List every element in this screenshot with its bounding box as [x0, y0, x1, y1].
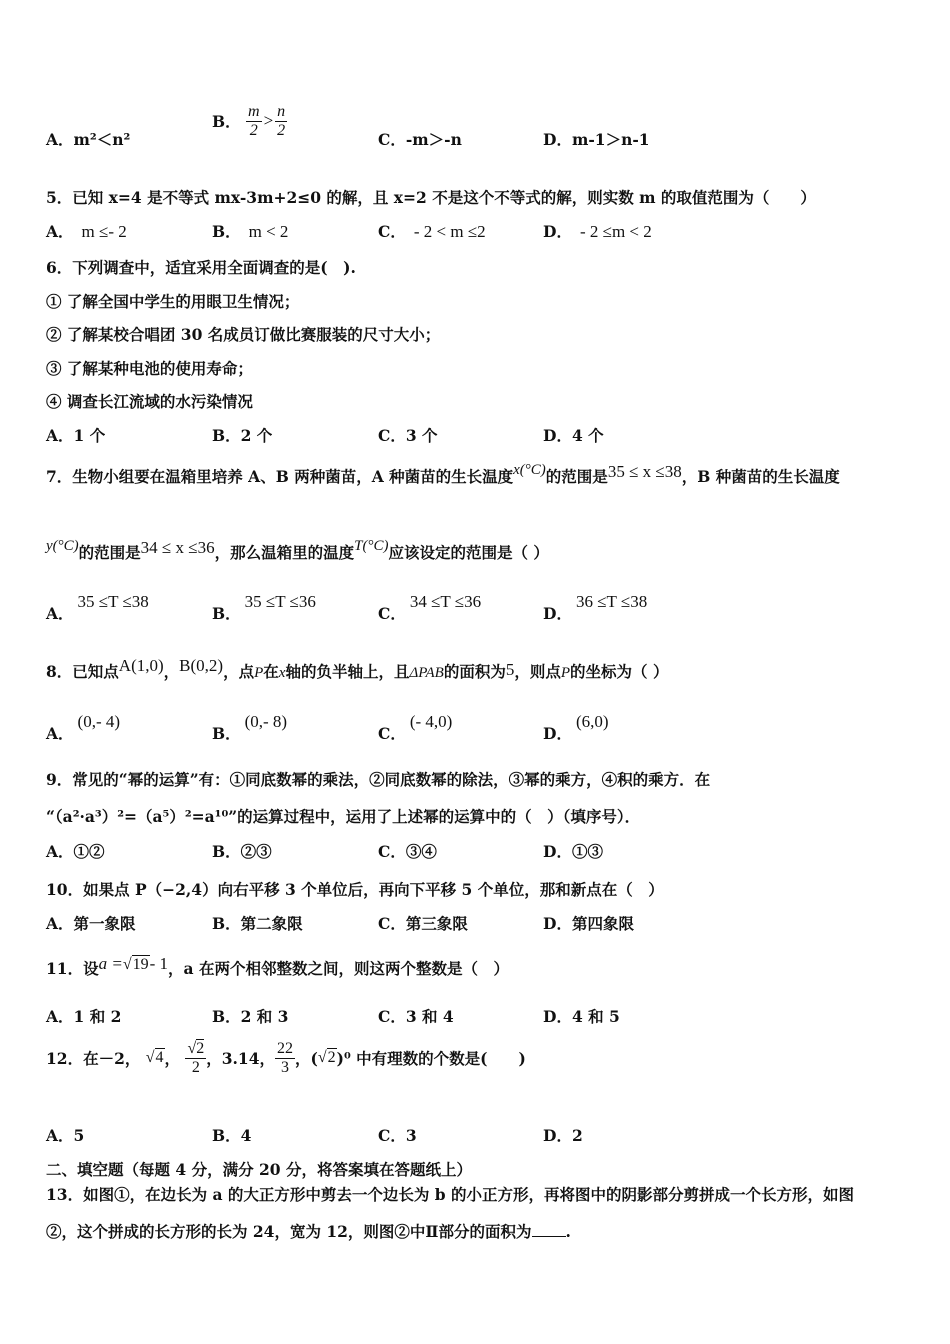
q7-range-b: 34 ≤ x ≤36 [140, 538, 215, 557]
q8-option-d: D．(6,0) [543, 712, 609, 743]
q6-item-4: ④ 调查长江流域的水污染情况 [46, 392, 253, 411]
q7-option-c: C．34 ≤T ≤36 [378, 592, 482, 623]
q9-option-c: C．③④ [378, 842, 437, 861]
q4-frac-n: $\frac{n}{2}$ [277, 103, 286, 139]
q13-line1: 13．如图①，在边长为 a 的大正方形中剪去一个边长为 b 的小正方形，再将图中的阴影部分剪拼成一个长方形，如图 [46, 1185, 855, 1204]
answer-blank[interactable] [532, 1224, 566, 1237]
q8-option-b: B．(0,- 8) [212, 712, 288, 743]
q12-frac-sqrt2-over-2: $\frac{√2}{2}$ [187, 1040, 205, 1076]
q4-option-c: C．-m＞-n [378, 130, 462, 149]
q7-option-a: A．35 ≤T ≤38 [46, 592, 149, 623]
q10-option-d: D．第四象限 [543, 914, 634, 933]
q4-option-d: D．m-1＞n-1 [543, 130, 650, 149]
q5-option-a: A． m ≤- 2 [46, 222, 127, 241]
q7-stem-line1: 7．生物小组要在温箱里培养 A、B 两种菌苗，A 种菌苗的生长温度x(°C)的范围是35 ≤ x ≤38，B 种菌苗的生长温度 [46, 462, 840, 486]
q8-stem: 8．已知点A(1,0)，B(0,2)，点P在x轴的负半轴上，且ΔPAB的面积为5，则点P的坐标为（ ） [46, 656, 669, 681]
q6-option-d: D．4 个 [543, 426, 604, 445]
q6-option-a: A．1 个 [46, 426, 106, 445]
q7-t-unit: T(°C) [354, 538, 389, 554]
q12-stem: 12．在－2， √4， $\frac{√2}{2}$ ，3.14， $\frac{22}{3}$ ，(√2)⁰ 中有理数的个数是( ) [46, 1040, 526, 1076]
q4-frac-m: $\frac{m}{2}$ [248, 103, 260, 139]
q9-option-a: A．①② [46, 842, 105, 861]
q4-option-a: A．m²＜n² [46, 130, 131, 149]
q9-line1: 9．常见的“幂的运算”有：①同底数幂的乘法，②同底数幂的除法，③幂的乘方，④积的乘方．在 [46, 770, 711, 789]
q9-option-b: B．②③ [212, 842, 272, 861]
q10-option-c: C．第三象限 [378, 914, 468, 933]
q5-option-d: D． - 2 ≤m < 2 [543, 222, 652, 241]
q10-option-b: B．第二象限 [212, 914, 303, 933]
q9-line2: “（a²·a³）²=（a⁵）²=a¹⁰”的运算过程中，运用了上述幂的运算中的（ ）（填序号）． [46, 807, 641, 826]
q9-option-d: D．①③ [543, 842, 603, 861]
q5-option-b: B． m < 2 [212, 222, 289, 241]
q10-option-a: A．第一象限 [46, 914, 136, 933]
q12-option-c: C．3 [378, 1126, 417, 1145]
q7-y-unit: y(°C) [46, 538, 79, 554]
q5-option-c: C． - 2 < m ≤2 [378, 222, 486, 241]
q8-option-a: A．(0,- 4) [46, 712, 121, 743]
q7-x-unit: x(°C) [513, 462, 546, 478]
q8-point-a: A(1,0) [118, 656, 164, 675]
q7-stem-line2: y(°C)的范围是34 ≤ x ≤36，那么温箱里的温度T(°C)应该设定的范围是（ ） [46, 538, 549, 562]
q10-stem: 10．如果点 P（−2,4）向右平移 3 个单位后，再向下平移 5 个单位，那和新点在（ ） [46, 880, 664, 899]
q5-stem: 5．已知 x=4 是不等式 mx-3m+2≤0 的解，且 x=2 不是这个不等式的解，则实数 m 的取值范围为（ ） [46, 188, 816, 207]
q7-range-a: 35 ≤ x ≤38 [607, 462, 682, 481]
q12-option-d: D．2 [543, 1126, 583, 1145]
q6-stem: 6．下列调查中，适宜采用全面调查的是( ). [46, 258, 356, 277]
q11-option-a: A．1 和 2 [46, 1007, 122, 1026]
q11-option-c: C．3 和 4 [378, 1007, 454, 1026]
q7-option-b: B．35 ≤T ≤36 [212, 592, 316, 623]
q8-point-b: B(0,2) [179, 656, 224, 675]
q11-sqrt: √19 [122, 956, 149, 973]
q6-item-1: ① 了解全国中学生的用眼卫生情况； [46, 292, 300, 311]
q12-option-a: A．5 [46, 1126, 85, 1145]
q7-option-d: D．36 ≤T ≤38 [543, 592, 648, 623]
q12-sqrt4: √4 [145, 1049, 164, 1067]
q11-stem: 11．设a =√19- 1，a 在两个相邻整数之间，则这两个整数是（ ） [46, 954, 509, 978]
q11-option-d: D．4 和 5 [543, 1007, 620, 1026]
q4-option-b: B． $\frac{m}{2}$ > $\frac{n}{2}$ [212, 103, 286, 139]
q6-option-c: C．3 个 [378, 426, 438, 445]
q4-option-a-text: m²＜n² [73, 130, 131, 149]
section2-heading: 二、填空题（每题 4 分，满分 20 分，将答案填在答题纸上） [46, 1160, 472, 1179]
q12-option-b: B．4 [212, 1126, 252, 1145]
q12-frac-22-over-3: $\frac{22}{3}$ [277, 1040, 294, 1076]
q13-line2: ②，这个拼成的长方形的长为 24，宽为 12，则图②中Ⅱ部分的面积为 . [46, 1222, 571, 1241]
q4-rel: > [263, 111, 274, 131]
q12-sqrt2: √2 [317, 1049, 336, 1067]
q11-option-b: B．2 和 3 [212, 1007, 289, 1026]
q8-option-c: C．(- 4,0) [378, 712, 453, 743]
q6-option-b: B．2 个 [212, 426, 273, 445]
q6-item-2: ② 了解某校合唱团 30 名成员订做比赛服装的尺寸大小； [46, 325, 441, 344]
q6-item-3: ③ 了解某种电池的使用寿命； [46, 359, 253, 378]
